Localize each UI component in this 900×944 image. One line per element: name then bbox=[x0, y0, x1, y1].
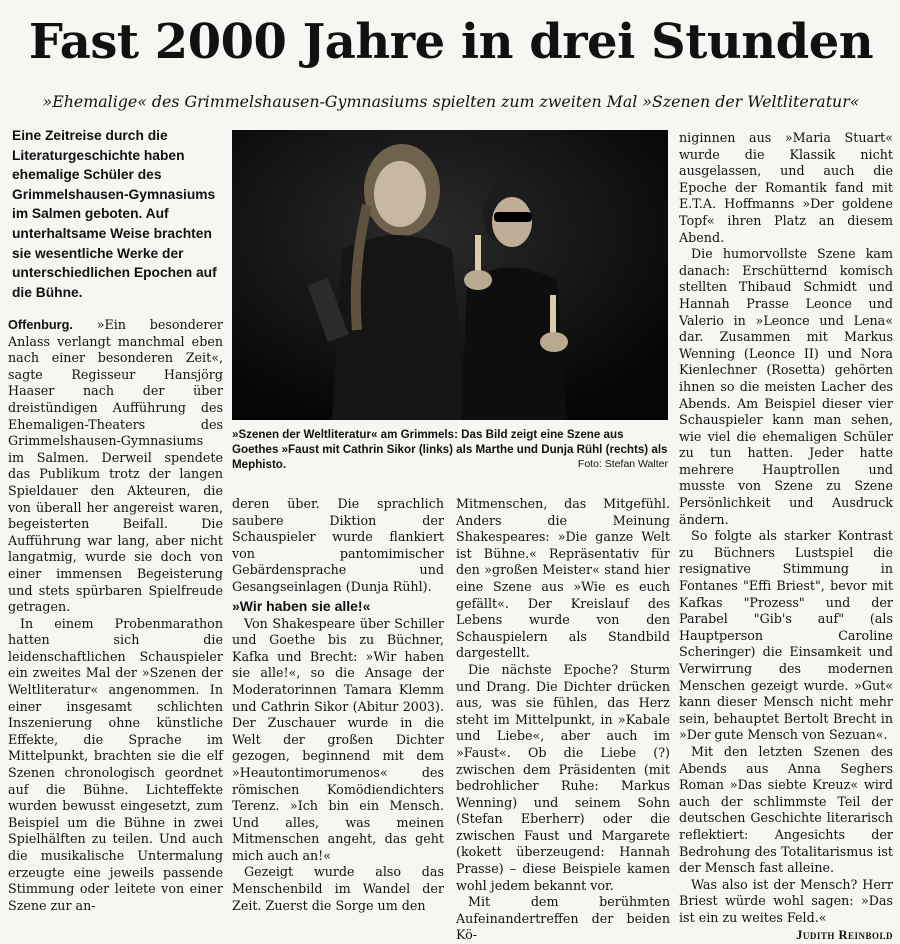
paragraph: In einem Probenmarathon hatten sich die leidenschaftlichen Schauspieler ein zweites Mal der »Szenen der Weltliteratur« angenommen. In einer insgesamt schlichten Inszenierung ohne künstliche Effekte, die Sprache im Mittelpunkt, brachten sie die elf Szenen chronologisch geordnet auf die Bühne. Lichteffekte wurden bewusst eingesetzt, zum Beispiel um die Bühne in zwei Spielhälften zu teilen. Und auch die musikalische Untermalung erzeugte eine jeweils passende Stimmung oder leitete von einer Szene zur an- bbox=[8, 615, 223, 913]
column-4 bbox=[679, 130, 893, 943]
dateline: Offenburg. bbox=[8, 318, 73, 332]
paragraph: Mit dem berühmten Aufeinandertreffen der beiden Kö- bbox=[456, 894, 670, 943]
paragraph: Gezeigt wurde also das Menschenbild im Wandel der Zeit. Zuerst die Sorge um den bbox=[232, 864, 444, 913]
subheadline: »Ehemalige« des Grimmelshausen-Gymnasiums spielten zum zweiten Mal »Szenen der Weltliteratur« bbox=[42, 92, 860, 111]
headline: Fast 2000 Jahre in drei Stunden bbox=[28, 14, 874, 70]
paragraph bbox=[8, 317, 223, 616]
photo-credit: Foto: Stefan Walter bbox=[577, 458, 668, 471]
column-1 bbox=[8, 317, 223, 914]
paragraph: Mit den letzten Szenen des Abends aus Anna Seghers Roman »Das siebte Kreuz« wird auch der schlimmste Teil der deutschen Geschichte literarisch reflektiert: Angesichts der Bedrohung des Totalitarismus ist der Mensch fast alleine. bbox=[679, 743, 893, 876]
paragraph: Mitmenschen, das Mitgefühl. Anders die Meinung Shakespeares: »Die ganze Welt ist Bühne.« Repräsentativ für den »großen Meister« stand hier eine Szene aus »Wie es euch gefällt«. Der Kreislauf des Lebens wurde von den Schauspielern als Standbild dargestellt. bbox=[456, 496, 670, 661]
paragraph bbox=[679, 876, 893, 942]
article-photo bbox=[232, 130, 668, 420]
crosshead: »Wir haben sie alle!« bbox=[232, 597, 371, 614]
paragraph: Die nächste Epoche? Sturm und Drang. Die Dichter drücken aus, was sie fühlen, das Herz steht im Mittelpunkt, in »Kabale und Liebe«, aber auch im »Faust«. Ob die Liebe (?) zwischen dem Präsidenten (mit bedrohlicher Ruhe: Markus Wenning) und seinem Sohn (Stefan Eberherr) oder die zwischen Faust und Margarete (kokett überzeugend: Hannah Prasse) – diese Beispiele kamen wohl jedem bekannt vor. bbox=[456, 661, 670, 893]
paragraph: So folgte als starker Kontrast zu Büchners Lustspiel die resignative Stimmung in Fontanes "Effi Briest", bevor mit Kafkas "Prozess" und der Parabel "Gib's auf" (als Hauptperson Caroline Scheringer) die Einsamkeit und Verwirrung des modernen Menschen gezeigt wurde. »Gut« kann dieser Mensch nicht mehr sein, behauptet Bertolt Brecht in »Der gute Mensch von Sezuan«. bbox=[679, 528, 893, 743]
column-3 bbox=[456, 496, 670, 944]
paragraph-text: Was also ist der Mensch? Herr Briest würde wohl sagen: »Das ist ein zu weites Feld.« bbox=[679, 876, 893, 925]
paragraph-text: »Ein besonderer Anlass verlangt manchmal eben nach einer besonderen Zeit«, sagte Regisseur Hansjörg Haaser nach der über dreistündigen Aufführung des Ehemaligen-Theaters des Grimmelshausen-Gymnasiums im Salmen. Derweil spendete das Publikum trotz der langen Spieldauer den Akteuren, die von überall her angereist waren, begeisterten Beifall. Die Aufführung war lang, aber nicht langatmig, wurde sie doch von einer immensen Begeisterung und stets spürbaren Spielfreude getragen. bbox=[8, 317, 223, 615]
author-byline: Judith Reinbold bbox=[796, 927, 893, 942]
paragraph: Von Shakespeare über Schiller und Goethe bis zu Büchner, Kafka und Brecht: »Wir haben sie alle!«, so die Ansage der Moderatorinnen Tamara Klemm und Cathrin Sikor (Abitur 2003). Der Zuschauer wurde in die Welt der großen Dichter gezogen, beginnend mit dem »Heautontimorumenos« des römischen Komödiendichters Terenz. »Ich bin ein Mensch. Und alles, was meinen Mitmenschen angeht, das geht mich auch an!« bbox=[232, 615, 444, 863]
paragraph: niginnen aus »Maria Stuart« wurde die Klassik nicht ausgelassen, und auch die Epoche der Romantik fand mit E.T.A. Hoffmanns »Der goldene Topf« ihren Platz an diesem Abend. bbox=[679, 130, 893, 245]
paragraph: Die humorvollste Szene kam danach: Erschütternd komisch stellten Thibaud Schmidt und Hannah Prasse Leonce und Valerio in »Leonce und Lena« dar. Zusammen mit Markus Wenning (Leonce II) und Nora Kienlechner (Rosetta) gehörten ihnen so die meisten Lacher des Abends. Am Beispiel dieser vier Schauspieler kann man sehen, wie viel die ehemaligen Schüler zu tun hatten. Jeder hatte mehrere Hauptrollen und musste von Szene zu Szene Persönlichkeit und Ausdruck ändern. bbox=[679, 246, 893, 527]
caption-text: »Szenen der Weltliteratur« am Grimmels: Das Bild zeigt eine Szene aus Goethes »Faust mit Cathrin Sikor (links) als Marthe und Dunja Rühl (rechts) als Mephisto. bbox=[232, 428, 668, 472]
paragraph: deren über. Die sprachlich saubere Diktion der Schauspieler wurde flankiert von pantomimischer Gebärdensprache und Gesangseinlagen (Dunja Rühl). bbox=[232, 496, 444, 594]
photo-caption bbox=[232, 427, 668, 473]
column-2 bbox=[232, 496, 444, 914]
photo-illustration bbox=[232, 130, 668, 420]
intro-lead: Eine Zeitreise durch die Literaturgeschichte haben ehemalige Schüler des Grimmelshausen-Gymnasiums im Salmen geboten. Auf unterhaltsame Weise brachten sie wesentliche Werke der unterschiedlichen Epochen auf die Bühne. bbox=[12, 128, 217, 300]
